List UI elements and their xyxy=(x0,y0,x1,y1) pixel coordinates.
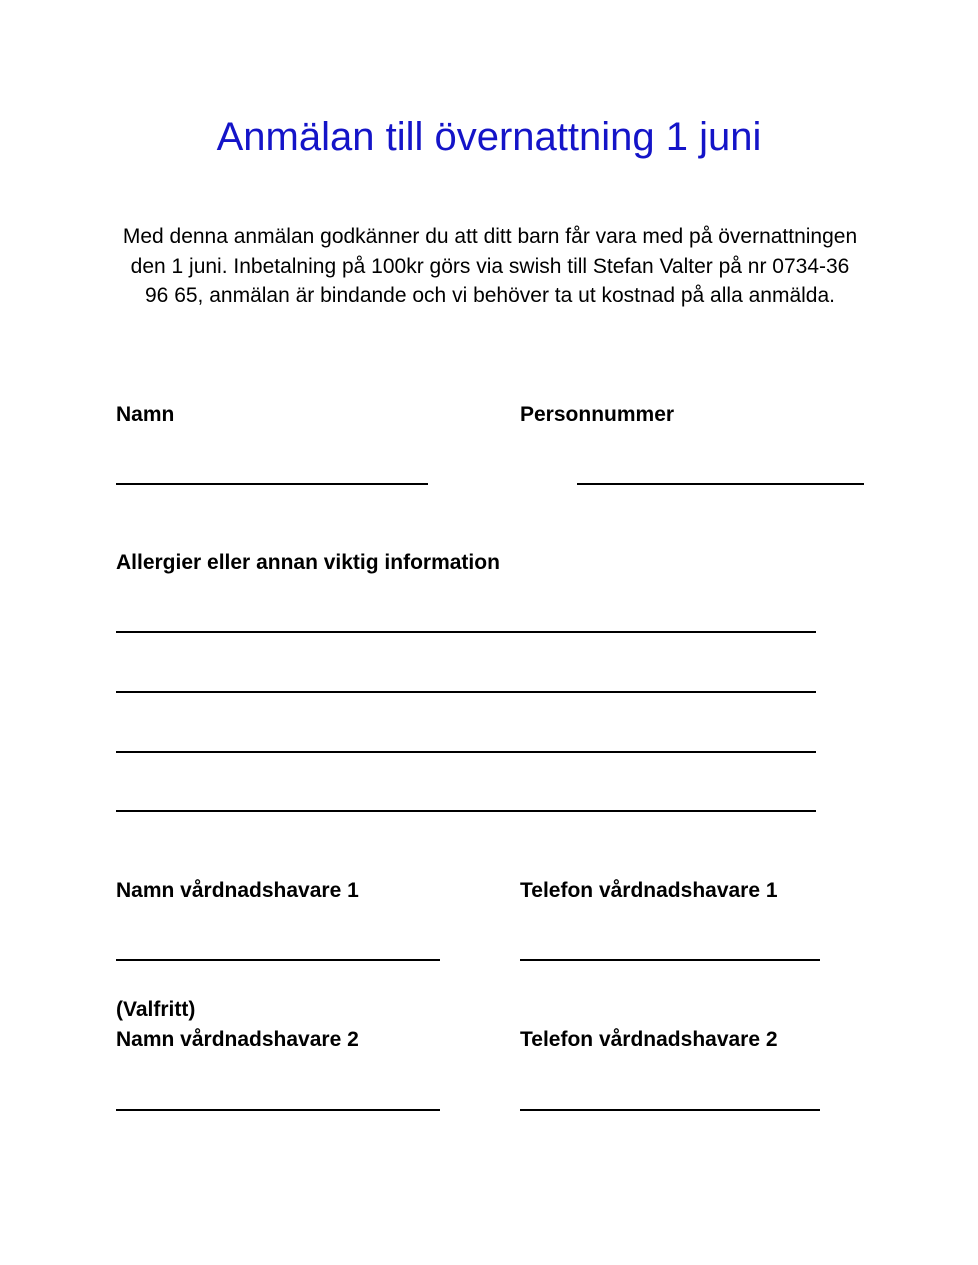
personal-number-field-line[interactable] xyxy=(577,483,864,485)
guardian2-name-label: Namn vårdnadshavare 2 xyxy=(116,1028,359,1051)
intro-text: Med denna anmälan godkänner du att ditt barn får vara med på övernattningen den 1 juni. Inbetalning på 100kr görs via swish till Stefan Valter på nr 0734-36 96 65, anmälan är bindande och vi behöver ta ut kostnad på alla anmälda. xyxy=(122,225,858,307)
guardian1-phone-label: Telefon vårdnadshavare 1 xyxy=(520,879,778,902)
name-field-line[interactable] xyxy=(116,483,428,485)
allergies-label: Allergier eller annan viktig information xyxy=(116,551,500,574)
guardian1-phone-field-line[interactable] xyxy=(520,959,820,961)
guardian1-name-label: Namn vårdnadshavare 1 xyxy=(116,879,359,902)
allergies-field-line-2[interactable] xyxy=(116,691,816,693)
guardian2-phone-label: Telefon vårdnadshavare 2 xyxy=(520,1028,778,1051)
guardian2-name-field-line[interactable] xyxy=(116,1109,440,1111)
allergies-field-line-4[interactable] xyxy=(116,810,816,812)
optional-note: (Valfritt) xyxy=(116,998,196,1021)
guardian1-name-field-line[interactable] xyxy=(116,959,440,961)
name-label: Namn xyxy=(116,403,175,426)
guardian2-phone-field-line[interactable] xyxy=(520,1109,820,1111)
personal-number-label: Personnummer xyxy=(520,403,675,426)
allergies-field-line-1[interactable] xyxy=(116,631,816,633)
allergies-field-line-3[interactable] xyxy=(116,751,816,753)
page-title: Anmälan till övernattning 1 juni xyxy=(216,115,762,159)
